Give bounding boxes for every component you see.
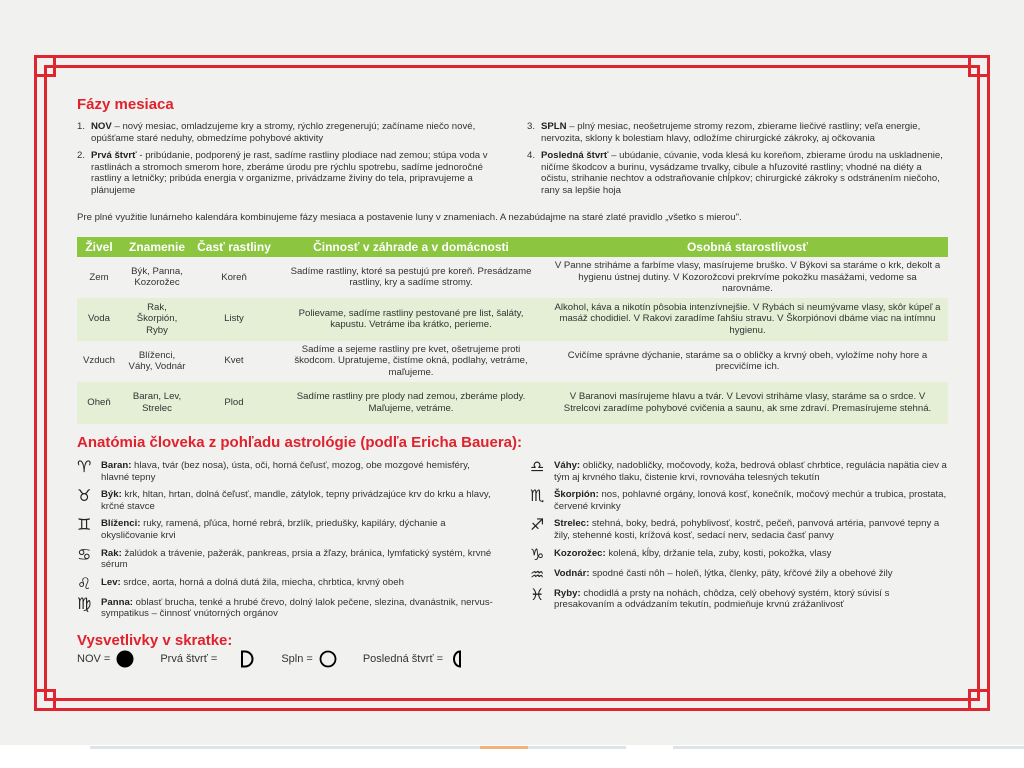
table-row — [77, 341, 948, 382]
phases-title: Fázy mesiaca — [77, 96, 174, 113]
phase-name: SPLN — [541, 121, 567, 132]
table-row — [77, 257, 948, 298]
sign-name: Vodnár: — [554, 567, 590, 579]
table-row — [77, 382, 948, 424]
corner-tr — [968, 55, 990, 77]
sign-name: Kozorožec: — [554, 547, 606, 559]
sign-item — [530, 457, 948, 483]
aries-icon: ♈ — [77, 457, 92, 476]
cell: Sadíme rastliny pre plody nad zemou, zberáme plody. Maľujeme, vetráme. — [275, 382, 547, 424]
legend-label: Spln = — [281, 653, 313, 665]
legend-label: Posledná štvrť = — [362, 653, 444, 665]
phase-name: NOV — [91, 121, 112, 132]
gemini-icon: ♊ — [77, 515, 92, 535]
table-row — [77, 298, 948, 341]
sign-name: Baran: — [101, 460, 132, 471]
col-header: Znamenie — [121, 237, 193, 257]
phases-right — [527, 121, 949, 203]
phase-item — [77, 150, 497, 196]
sign-item — [77, 593, 497, 620]
aquarius-icon: ♒ — [530, 564, 545, 584]
cell: V Baranovi masírujeme hlavu a tvár. V Levovi strihàme vlasy, staráme sa o srdce. V Strelcovi zaradíme pohybové cvičenia a saunu, ak sme zdraví. Premasírujeme stehná. — [547, 382, 948, 424]
sign-text: kolená, kĺby, držanie tela, zuby, kosti, pokožka, vlasy — [605, 547, 832, 559]
taurus-icon: ♉ — [77, 486, 92, 506]
phase-text: - pribúdanie, podporený je rast, sadíme rastliny plodiace nad zemou; stúpa voda v rastlinách a stromoch smerom hore, zberáme úrodu pre rýchlu spotrebu, sadíme jednoročné rastliny a letničky; pribúda energia v organizme, privádzame živiny do tela, pripravujeme a plánujeme — [91, 150, 488, 196]
cell: Rak, Škorpión, Ryby — [121, 298, 193, 341]
sign-text: žalúdok a trávenie, pažerák, pankreas, prsia a žľazy, bránica, lymfatický systém, krvné sérum — [101, 547, 492, 571]
anatomy-right — [530, 457, 948, 617]
sign-name: Váhy: — [554, 460, 581, 471]
bottom-strip-accent — [480, 746, 528, 749]
cell: Voda — [77, 298, 121, 341]
phase-item — [527, 150, 949, 196]
sign-text: nos, pohlavné orgány, lonová kosť, konečník, močový mechúr a trubica, prostata, červené krvinky — [554, 489, 947, 512]
sign-name: Býk: — [101, 489, 122, 501]
legend-label: Prvá štvrť = — [160, 653, 218, 665]
cell: Cvičíme správne dýchanie, staráme sa o obličky a krvný obeh, vyložíme nohy hore a precvičíme ich. — [567, 349, 928, 373]
phase-text: – plný mesiac, neošetrujeme stromy rezom, zbierame liečivé rastliny; veľa energie, nervozita, sklony k bolestiam hlavy, odložíme chirurgické zákroky, aj očkovania — [541, 121, 921, 144]
sign-name: Blíženci: — [101, 518, 141, 530]
sign-text: krk, hltan, hrtan, dolná čeľusť, mandle, zátylok, tepny privádzajúce krv do krku a hlavy, krčné stavce — [101, 489, 491, 512]
legend-title: Vysvetlivky v skratke: — [77, 632, 233, 649]
col-header: Osobná starostlivosť — [547, 237, 948, 257]
sign-item — [530, 515, 948, 541]
sign-item — [530, 584, 948, 611]
sign-name: Škorpión: — [554, 489, 599, 501]
cell: Plod — [193, 382, 275, 424]
cell: Blíženci, Váhy, Vodnár — [128, 349, 186, 373]
phase-name: Prvá štvrť — [91, 150, 137, 162]
num: 3. — [527, 121, 536, 132]
cell: Sadíme rastliny, ktoré sa pestujú pre koreň. Presádzame rastliny, kry a sadíme stromy. — [290, 265, 532, 289]
col-header: Živel — [77, 237, 121, 257]
sign-name: Panna: — [101, 596, 133, 608]
cell: Polievame, sadíme rastliny pestované pre list, šaláty, kapustu. Vetráme iba krátko, perieme. — [275, 298, 547, 341]
phase-item — [527, 121, 949, 144]
phase-text: – ubúdanie, cúvanie, voda klesá ku koreňom, zbierame úrodu na uskladnenie, ničíme škodcov a burinu, vysádzame trvalky, cibule a hľuzovité rastliny; vhodné na diéty a očistu, strihanie nechtov a odstraňovanie chĺpkov; chirurgické zákroky s odstránením niečoho, rany sa lepšie hoja — [541, 150, 943, 196]
full-moon-icon — [319, 650, 337, 668]
leo-icon: ♌ — [77, 573, 92, 593]
sign-text: spodné časti nôh – holeň, lýtka, členky, päty, kŕčové žily a obehové žily — [589, 567, 893, 579]
new-moon-icon — [116, 650, 134, 668]
legend — [77, 650, 487, 668]
sign-name: Strelec: — [554, 518, 590, 530]
scorpio-icon: ♏ — [530, 486, 545, 506]
cell: Alkohol, káva a nikotín pôsobia intenzívnejšie. V Rybách si neumývame vlasy, skôr kúpeľ a masáž chodidiel. V Rakovi zaradíme ľahšiu stravu. V Škorpiónovi dbáme viac na intímnu hygienu. — [547, 298, 948, 341]
sign-item — [77, 573, 497, 593]
sign-name: Lev: — [101, 576, 121, 588]
sign-text: obličky, nadobličky, močovody, koža, bedrová oblasť chrbtice, regulácia napätia ciev a tým aj krvného tlaku, čistenie krvi, rovnováha telesných tekutín — [554, 460, 947, 483]
sign-name: Ryby: — [554, 587, 581, 599]
cell: Kvet — [224, 355, 244, 367]
sign-text: ruky, ramená, pľúca, horné rebrá, brzlík, priedušky, kapiláry, dýchanie a okysličovanie krvi — [101, 518, 446, 541]
cell: Sadíme a sejeme rastliny pre kvet, ošetrujeme proti škodcom. Upratujeme, čistíme okná, podlahy, vetráme, maľujeme. — [294, 343, 528, 378]
cell: V Panne striháme a farbíme vlasy, masírujeme bruško. V Býkovi sa staráme o krk, dekolt a hygienu ústnej dutiny. V Kozorožcovi prekrvíme pokožku masážami, vedome sa narovnáme. — [554, 260, 941, 295]
sign-text: srdce, aorta, horná a dolná dutá žila, miecha, chrbtica, krvný obeh — [120, 576, 404, 588]
cell: Zem — [89, 271, 109, 283]
phase-name: Posledná štvrť — [541, 150, 609, 162]
first-quarter-icon — [237, 650, 255, 668]
element-table — [77, 237, 948, 424]
num: 1. — [77, 121, 86, 132]
anatomy-title: Anatómia človeka z pohľadu astrológie (podľa Ericha Bauera): — [77, 434, 522, 451]
table-header — [77, 237, 948, 257]
pisces-icon: ♓ — [530, 584, 545, 604]
cell: Vzduch — [83, 355, 115, 367]
sign-item — [77, 544, 497, 571]
sign-item — [77, 457, 497, 483]
col-header: Činnosť v záhrade a v domácnosti — [275, 237, 547, 257]
sign-item — [530, 564, 948, 584]
sign-name: Rak: — [101, 547, 122, 559]
sign-text: chodidlá a prsty na nohách, chôdza, celý obehový systém, ktorý súvisí s presakovaním a odvádzaním tekutín, podmieňuje krvnú zrážanlivosť — [554, 587, 890, 611]
phase-text: – nový mesiac, omladzujeme kry a stromy, rýchlo zregenerujú; začíname niečo nové, opúšťame staré neduhy, obmedzíme pohybové aktivity — [91, 121, 476, 144]
corner-tl — [34, 55, 56, 77]
sign-item — [530, 544, 948, 564]
bottom-strip — [90, 746, 626, 749]
legend-label: NOV = — [77, 653, 111, 665]
phases-left — [77, 121, 497, 203]
capricorn-icon: ♑ — [530, 544, 545, 564]
cell: Listy — [193, 298, 275, 341]
sign-item — [530, 486, 948, 512]
phases-note: Pre plné využitie lunárneho kalendára kombinujeme fázy mesiaca a postavenie luny v znameniach. A nezabúdajme na staré zlaté pravidlo „všetko s mierou". — [77, 212, 742, 223]
bottom-strip — [673, 746, 1024, 749]
sign-item — [77, 486, 497, 512]
sign-item — [77, 515, 497, 541]
num: 4. — [527, 150, 536, 162]
sign-text: oblasť brucha, tenké a hrubé črevo, dolný lalok pečene, slezina, dvanástnik, nervus-sympatikus – činnosť vnútorných orgánov — [101, 596, 493, 620]
col-header: Časť rastliny — [193, 237, 275, 257]
sign-text: stehná, boky, bedrá, pohyblivosť, kostrč, pečeň, panvová artéria, panvové tepny a žily, stehenné kosti, krížová kosť, sedací nerv, sedacia časť panvy — [554, 518, 940, 541]
cell: Koreň — [221, 271, 247, 283]
corner-br — [968, 689, 990, 711]
libra-icon: ♎ — [530, 457, 545, 476]
cell: Býk, Panna, Kozorožec — [131, 265, 183, 289]
anatomy-left — [77, 457, 497, 626]
phase-item — [77, 121, 497, 144]
last-quarter-icon — [449, 650, 467, 668]
cell: Baran, Lev, Strelec — [121, 382, 193, 424]
cancer-icon: ♋ — [77, 544, 92, 564]
sign-text: hlava, tvár (bez nosa), ústa, oči, horná čeľusť, mozog, obe mozgové hemisféry, hlavné tepny — [101, 460, 470, 483]
sagittarius-icon: ♐ — [530, 515, 545, 535]
num: 2. — [77, 150, 86, 162]
corner-bl — [34, 689, 56, 711]
cell: Oheň — [77, 382, 121, 424]
virgo-icon: ♍ — [77, 593, 92, 613]
